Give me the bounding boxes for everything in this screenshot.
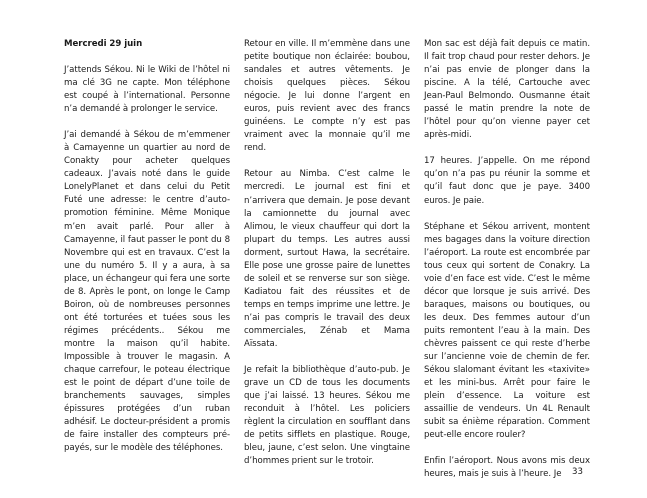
entry-heading: Mercredi 29 juin (64, 39, 143, 49)
paragraph: Mon sac est déjà fait depuis ce matin. Il fait trop chaud pour rester dehors. Je n’ai pas envie de plonger dans la piscine. A la télé, Cartouche avec Jean-Paul Belmondo. Ousmanne était passé le matin prendre la note de l’hôtel pour qu’on vienne payer cet après-midi. (424, 39, 590, 141)
paragraph: Enfin l’aéroport. Nous avons mis deux heures, mais je suis à l’heure. Je (424, 456, 590, 480)
text-column-2 (244, 38, 410, 467)
paragraph: J’attends Sékou. Ni le Wiki de l’hôtel ni ma clé 3G ne capte. Mon téléphone est coupé à l’international. Personne n’a demandé à prolonger le service. (64, 65, 230, 115)
paragraph: Je refait la bibliothèque d’auto-pub. Je grave un CD de tous les documents que j’ai laissé. 13 heures. Sékou me reconduit à l’hôtel. Les policiers règlent la circulation en soufflant dans de petits sifflets en plastique. Rouge, bleu, jaune, c’est selon. Une vingtaine d’hommes prient sur le trotoir. (244, 365, 410, 467)
paragraph: Stéphane et Sékou arrivent, montent mes bagages dans la voiture direction l’aéroport. La route est encombrée par tous ceux qui sortent de Conakry. La voie d’en face est vide. C’est le même décor que lorsque je suis arrivé. Des baraques, maisons ou boutiques, ou les deux. Des femmes autour d’un puits remontent l’eau à la main. Des chèvres paissent ce qui reste d’herbe sur l’ancienne voie de chemin de fer. Sékou slalomant évitant les «taxivite» et les mini-bus. Arrêt pour faire le plein d’essence. La voiture est assaillie de vendeurs. Un 4L Renault subit sa énième réparation. Comment peut-elle encore rouler? (424, 221, 590, 441)
text-column-1 (64, 38, 230, 458)
page-number: 33 (572, 467, 583, 477)
paragraph: Retour en ville. Il m’emmène dans une petite boutique non éclairée: boubou, sandales et autres vêtements. Je choisis quelques pièces. Sékou négocie. Je lui donne l’argent en euros, puis revient avec des francs guinéens. Le compte n’y est pas vraiment avec la monnaie qu’il me rend. (244, 39, 410, 154)
paragraph: 17 heures. J’appelle. On me répond qu’on n’a pas pu réunir la somme et qu’il faut donc que je paye. 3400 euros. Je paie. (424, 156, 590, 206)
paragraph: J’ai demandé à Sékou de m’emmener à Camayenne un quartier au nord de Conakty pour acheter quelques cadeaux. J’avais noté dans le guide LonelyPlanet et dans celui du Petit Futé une adresse: le centre d’auto-promotion féminine. Même Monique m’en avait parlé. Pour aller à Camayenne, il faut passer le pont du 8 Novembre qui est en travaux. C’est la une du numéro 5. Il y a aura, à sa place, un échangeur qui fera une sorte de 8. Après le pont, on longe le Camp Boiron, où de nombreuses personnes ont été torturées et tuées sous les régimes précédents.. Sékou me montre la maison qu’il habite. Impossible à trouver le magasin. A chaque carrefour, le poteau électrique est le point de départ d’une toile de branchements sauvages, simples épissures protégées d’un ruban adhésif. Le docteur-président a promis de faire installer des compteurs pré-payés, sur le modèle des téléphones. (64, 130, 230, 454)
paragraph: Retour au Nimba. C’est calme le mercredi. Le journal est fini et n’arrivera que demain. Je pose devant la camionnette du journal avec Alimou, le vieux chauffeur qui dort la plupart du temps. Les autres aussi dorment, surtout Hawa, la secrétaire. Elle pose une grosse paire de lunettes de soleil et se renverse sur son siège. Kadiatou fait des réussites et de temps en temps imprime une lettre. Je n’ai pas compris le travail des deux commerciales, Zénab et Mama Aïssata. (244, 169, 410, 350)
